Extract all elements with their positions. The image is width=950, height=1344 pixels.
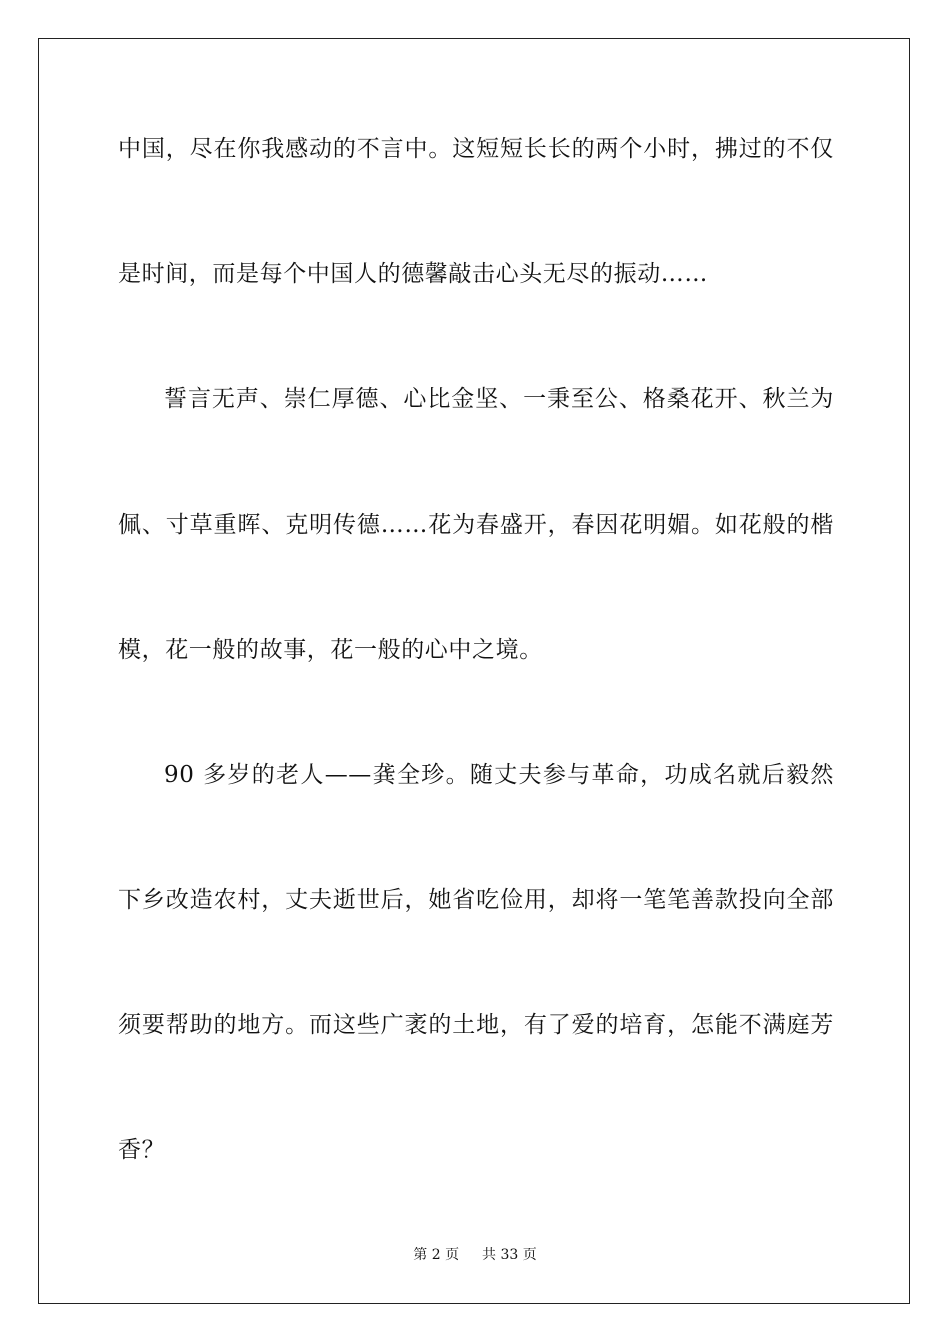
text-line-6: 90 多岁的老人——龚全珍。随丈夫参与革命，功成名就后毅然 (164, 762, 834, 788)
text-line-1: 中国，尽在你我感动的不言中。这短短长长的两个小时，拂过的不仅 (118, 136, 834, 162)
page-border (38, 38, 910, 1304)
text-line-5: 模，花一般的故事，花一般的心中之境。 (118, 637, 543, 663)
text-line-8: 须要帮助的地方。而这些广袤的土地，有了爱的培育，怎能不满庭芳 (118, 1012, 834, 1038)
current-page-label: 第 2 页 (413, 1247, 460, 1263)
text-line-7: 下乡改造农村，丈夫逝世后，她省吃俭用，却将一笔笔善款投向全部 (118, 887, 834, 913)
text-line-2: 是时间，而是每个中国人的德馨敲击心头无尽的振动…… (118, 261, 708, 287)
text-line-4: 佩、寸草重晖、克明传德……花为春盛开，春因花明媚。如花般的楷 (118, 512, 834, 538)
text-line-3: 誓言无声、崇仁厚德、心比金坚、一秉至公、格桑花开、秋兰为 (164, 386, 834, 412)
text-line-9: 香？ (118, 1137, 166, 1163)
total-pages-label: 共 33 页 (482, 1247, 537, 1263)
page-footer (0, 1246, 950, 1264)
